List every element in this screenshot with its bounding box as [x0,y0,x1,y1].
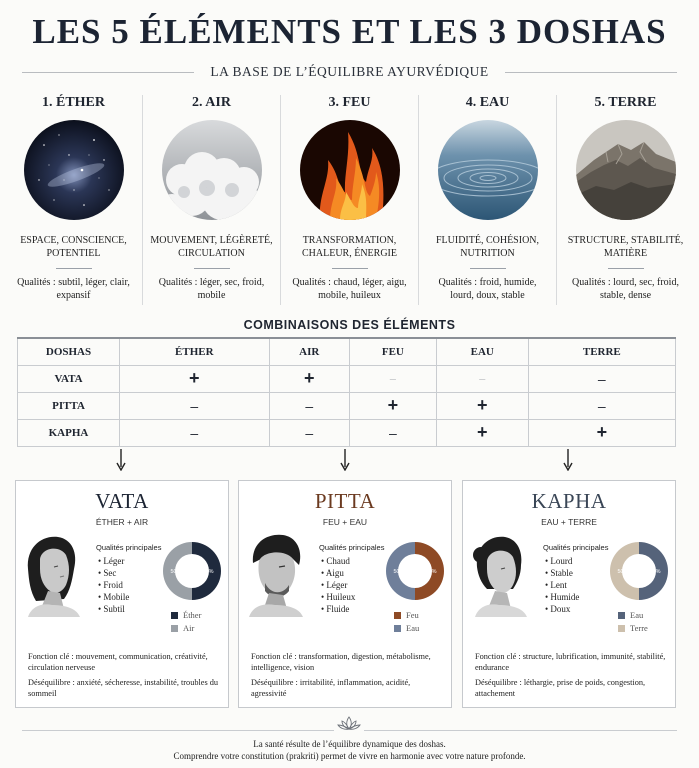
table-cell: + [528,419,675,446]
element-air [143,95,281,305]
legend-swatch [394,612,401,619]
table-cell: – [269,392,349,419]
list-item: • Aigu [321,567,355,579]
column-header: AIR [269,338,349,365]
list-item: • Humide [545,591,579,603]
row-label: KAPHA [18,419,120,446]
list-item: • Froid [98,579,129,591]
imbalance: Déséquilibre : anxiété, sécheresse, instabilité, troubles du sommeil [28,678,219,698]
portrait-woman [20,529,84,617]
legend-item [171,609,201,622]
list-item: • Lourd [545,555,579,567]
qualities-list [321,555,355,615]
fire-image [300,120,400,220]
column-header: EAU [436,338,528,365]
donut-label: 50% [425,569,437,575]
list-item: • Doux [545,603,579,615]
legend-item [394,609,419,622]
dosha-elements: ÉTHER + AIR [95,517,149,527]
element-title: 2. AIR [192,95,231,110]
element-qualities: Qualités : subtil, léger, clair, expansif [17,277,130,301]
donut-chart [609,541,669,601]
table-cell: – [120,419,270,446]
dosha-name: PITTA [314,489,376,513]
element-qualities: Qualités : lourd, sec, froid, stable, dense [572,277,679,301]
table-cell: + [436,392,528,419]
table-cell: – [120,392,270,419]
lotus-icon [334,714,364,732]
legend-swatch [394,625,401,632]
combinations-title: COMBINAISONS DES ÉLÉMENTS [243,318,456,332]
key-function: Fonction clé : transformation, digestion, métabolisme, intelligence, vision [251,652,431,672]
legend-swatch [618,612,625,619]
footer-line: La santé résulte de l’équilibre dynamique des doshas. [253,739,446,749]
element-description: MOUVEMENT, LÉGÈRETÉ, CIRCULATION [150,235,273,259]
arrow-down-icon [340,449,350,471]
dosha-name: VATA [95,489,149,513]
qualities-title: Qualités principales [319,543,385,552]
element-title: 5. TERRE [594,95,657,110]
element-feu [281,95,419,305]
qualities-list [545,555,579,615]
donut-chart [385,541,445,601]
legend-label: Feu [406,610,419,620]
element-description: TRANSFORMATION, CHALEUR, ÉNERGIE [302,235,397,259]
earth-image [576,120,676,220]
divider [470,268,506,269]
air-image [162,120,262,220]
list-item: • Sec [98,567,129,579]
arrow-down-icon [563,449,573,471]
divider [505,72,677,73]
list-item: • Stable [545,567,579,579]
combinations-table [17,337,676,447]
dosha-card-vata [15,480,229,708]
row-label: VATA [18,365,120,392]
donut-legend [394,609,419,635]
column-header: ÉTHER [120,338,270,365]
donut-label: 50% [649,569,661,575]
donut-legend [618,609,648,635]
legend-swatch [171,612,178,619]
list-item: • Huileux [321,591,355,603]
arrow-down-icon [116,449,126,471]
dosha-card-pitta [238,480,452,708]
legend-label: Eau [406,623,420,633]
list-item: • Fluide [321,603,355,615]
table-row [18,419,676,446]
legend-item [394,622,419,635]
element-title: 1. ÉTHER [41,95,105,110]
divider [56,268,92,269]
ether-image [24,120,124,220]
donut-chart [162,541,222,601]
footer-text [0,738,699,762]
element-description: STRUCTURE, STABILITÉ, MATIÈRE [567,235,684,259]
table-cell: – [349,419,436,446]
divider [194,268,230,269]
legend-label: Terre [630,623,648,633]
element-title: 4. EAU [465,95,510,110]
table-cell: + [436,419,528,446]
table-cell: + [120,365,270,392]
qualities-list [98,555,129,615]
legend-swatch [171,625,178,632]
element-ether [5,95,143,305]
legend-item [618,622,648,635]
dosha-elements: EAU + TERRE [541,517,597,527]
dosha-card-kapha [462,480,676,708]
legend-item [171,622,201,635]
table-cell: – [436,365,528,392]
divider [22,72,194,73]
element-qualities: Qualités : chaud, léger, aigu, mobile, huileux [292,277,407,301]
legend-label: Eau [630,610,644,620]
subtitle-row [22,62,677,82]
elements-row [5,95,694,305]
donut-legend [171,609,201,635]
legend-item [618,609,648,622]
donut-label: 50% [617,569,629,575]
donut-label: 50% [393,569,405,575]
table-row [18,365,676,392]
legend-swatch [618,625,625,632]
key-function: Fonction clé : mouvement, communication, créativité, circulation nerveuse [28,652,208,672]
qualities-title: Qualités principales [96,543,162,552]
divider [332,268,368,269]
list-item: • Chaud [321,555,355,567]
element-qualities: Qualités : froid, humide, lourd, doux, stable [438,277,537,301]
table-cell: + [269,365,349,392]
donut-label: 50% [170,569,182,575]
dosha-elements: FEU + EAU [322,517,368,527]
water-image [438,120,538,220]
imbalance: Déséquilibre : léthargie, prise de poids, congestion, attachement [475,678,646,698]
table-cell: – [349,365,436,392]
legend-label: Air [183,623,195,633]
table-row [18,392,676,419]
footer-line: Comprendre votre constitution (prakriti) permet de vivre en harmonie avec votre nature profonde. [173,751,526,761]
table-header-row [18,338,676,365]
row-label: PITTA [18,392,120,419]
key-function: Fonction clé : structure, lubrification, immunité, stabilité, endurance [475,652,666,672]
portrait-man [243,529,307,617]
column-header: TERRE [528,338,675,365]
element-qualities: Qualités : léger, sec, froid, mobile [158,277,265,301]
element-title: 3. FEU [328,95,371,110]
table-cell: – [269,419,349,446]
list-item: • Léger [321,579,355,591]
element-description: FLUIDITÉ, COHÉSION, NUTRITION [435,235,540,259]
element-terre [557,95,694,305]
legend-label: Éther [183,610,202,620]
element-eau [419,95,557,305]
dosha-name: KAPHA [531,489,607,513]
column-header: FEU [349,338,436,365]
list-item: • Léger [98,555,129,567]
list-item: • Mobile [98,591,129,603]
table-cell: – [528,392,675,419]
donut-label: 50% [202,569,214,575]
list-item: • Subtil [98,603,129,615]
portrait-woman [467,529,531,617]
divider [608,268,644,269]
page-title: LES 5 ÉLÉMENTS ET LES 3 DOSHAS [32,12,667,51]
table-cell: – [528,365,675,392]
list-item: • Lent [545,579,579,591]
table-cell: + [349,392,436,419]
imbalance: Déséquilibre : irritabilité, inflammation, acidité, agressivité [251,678,411,698]
page-subtitle: LA BASE DE L’ÉQUILIBRE AYURVÉDIQUE [210,64,489,79]
column-header: DOSHAS [18,338,120,365]
element-description: ESPACE, CONSCIENCE, POTENTIEL [20,235,127,259]
qualities-title: Qualités principales [543,543,609,552]
